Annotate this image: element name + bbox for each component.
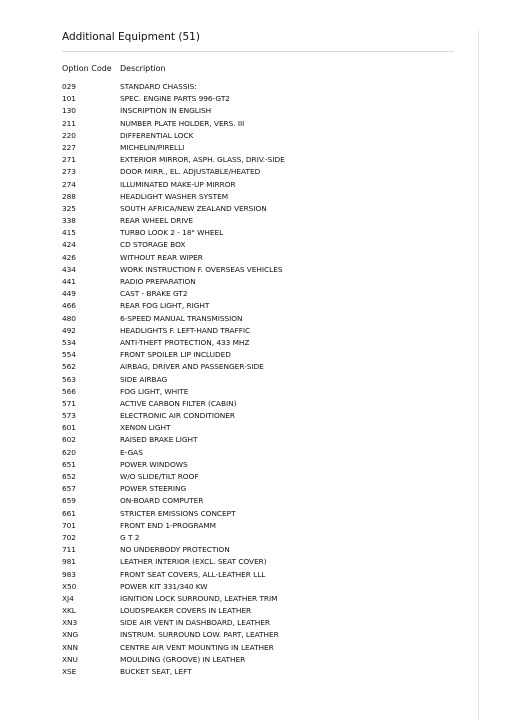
option-code: 566: [62, 386, 76, 396]
option-description: DOOR MIRR., EL. ADJUSTABLE/HEATED: [120, 167, 261, 177]
option-description: REAR FOG LIGHT, RIGHT: [120, 301, 210, 311]
table-row: [62, 642, 454, 654]
page-edge-divider: [478, 30, 479, 720]
option-description: FOG LIGHT, WHITE: [120, 386, 189, 396]
table-row: [62, 239, 454, 251]
table-row: [62, 471, 454, 483]
option-description: CAST - BRAKE GT2: [120, 289, 188, 299]
option-code: 601: [62, 423, 76, 433]
option-code: XKL: [62, 606, 76, 616]
option-code: 415: [62, 228, 76, 238]
option-code: 620: [62, 447, 76, 457]
option-code: 480: [62, 313, 76, 323]
option-description: ELECTRONIC AIR CONDITIONER: [120, 411, 235, 421]
option-description: POWER WINDOWS: [120, 459, 188, 469]
option-code: 651: [62, 459, 76, 469]
option-description: ILLUMINATED MAKE-UP MIRROR: [120, 179, 236, 189]
option-code: 424: [62, 240, 76, 250]
option-code: 573: [62, 411, 76, 421]
table-row: [62, 337, 454, 349]
option-code: 711: [62, 545, 76, 555]
table-row: [62, 142, 454, 154]
table-row: [62, 313, 454, 325]
table-row: [62, 361, 454, 373]
option-description: NUMBER PLATE HOLDER, VERS. III: [120, 118, 245, 128]
option-code: 227: [62, 142, 76, 152]
table-row: [62, 617, 454, 629]
option-description: STRICTER EMISSIONS CONCEPT: [120, 508, 236, 518]
option-description: XENON LIGHT: [120, 423, 171, 433]
option-description: INSTRUM. SURROUND LOW. PART, LEATHER: [120, 630, 279, 640]
table-row: [62, 447, 454, 459]
table-row: [62, 300, 454, 312]
option-description: SPEC. ENGINE PARTS 996-GT2: [120, 94, 230, 104]
option-code: 130: [62, 106, 76, 116]
table-row: [62, 422, 454, 434]
option-code: XN3: [62, 618, 78, 628]
table-row: [62, 544, 454, 556]
option-description: RAISED BRAKE LIGHT: [120, 435, 198, 445]
option-code: 288: [62, 191, 76, 201]
option-description: DIFFERENTIAL LOCK: [120, 130, 194, 140]
option-description: SIDE AIRBAG: [120, 374, 168, 384]
option-code: XJ4: [62, 593, 74, 603]
option-description: AIRBAG, DRIVER AND PASSENGER-SIDE: [120, 362, 264, 372]
table-row: [62, 483, 454, 495]
table-row: [62, 105, 454, 117]
option-description: REAR WHEEL DRIVE: [120, 216, 193, 226]
table-row: [62, 179, 454, 191]
table-row: [62, 130, 454, 142]
option-description: MOULDING (GROOVE) IN LEATHER: [120, 654, 246, 664]
option-description: CD STORAGE BOX: [120, 240, 186, 250]
option-description: WITHOUT REAR WIPER: [120, 252, 203, 262]
option-code: 441: [62, 277, 76, 286]
option-description: POWER KIT 331/340 KW: [120, 581, 208, 591]
table-row: [62, 410, 454, 422]
option-description: RADIO PREPARATION: [120, 277, 196, 286]
option-code: 983: [62, 569, 76, 579]
table-row: [62, 154, 454, 166]
option-description: FRONT END 1-PROGRAMM: [120, 520, 216, 530]
table-row: [62, 252, 454, 264]
option-description: ACTIVE CARBON FILTER (CABIN): [120, 398, 237, 408]
table-row: [62, 593, 454, 605]
option-code: 602: [62, 435, 76, 445]
option-description: NO UNDERBODY PROTECTION: [120, 545, 230, 555]
option-code: 701: [62, 520, 76, 530]
option-code: 220: [62, 130, 76, 140]
table-row: [62, 264, 454, 276]
option-code: XNG: [62, 630, 79, 640]
option-description: MICHELIN/PIRELLI: [120, 142, 185, 152]
table-row: [62, 605, 454, 617]
option-description: SOUTH AFRICA/NEW ZEALAND VERSION: [120, 203, 267, 213]
table-row: [62, 374, 454, 386]
table-row: [62, 276, 454, 288]
table-row: [62, 227, 454, 239]
option-code-header: Option Code: [62, 64, 112, 73]
table-row: [62, 166, 454, 178]
table-row: [62, 191, 454, 203]
option-description: IGNITION LOCK SURROUND, LEATHER TRIM: [120, 593, 278, 603]
option-code: 101: [62, 94, 76, 104]
table-row: [62, 386, 454, 398]
option-description: ANTI-THEFT PROTECTION, 433 MHZ: [120, 337, 250, 347]
option-code: 029: [62, 82, 76, 91]
table-row: [62, 569, 454, 581]
table-row: [62, 215, 454, 227]
table-row: [62, 495, 454, 507]
table-row: [62, 288, 454, 300]
option-description: INSCRIPTION IN ENGLISH: [120, 106, 212, 116]
option-code: 492: [62, 325, 76, 335]
option-description: HEADLIGHTS F. LEFT-HAND TRAFFIC: [120, 325, 251, 335]
option-code: 571: [62, 398, 76, 408]
option-description: 6-SPEED MANUAL TRANSMISSION: [120, 313, 243, 323]
option-description: CENTRE AIR VENT MOUNTING IN LEATHER: [120, 642, 274, 652]
option-description: TURBO LOOK 2 - 18" WHEEL: [120, 228, 224, 238]
option-code: 563: [62, 374, 76, 384]
option-code: 702: [62, 532, 76, 542]
table-row: [62, 459, 454, 471]
option-description: SIDE AIR VENT IN DASHBOARD, LEATHER: [120, 618, 270, 628]
table-row: [62, 581, 454, 593]
option-code: XNU: [62, 654, 78, 664]
table-row: [62, 654, 454, 666]
option-description: BUCKET SEAT, LEFT: [120, 667, 192, 676]
option-description: HEADLIGHT WASHER SYSTEM: [120, 191, 229, 201]
option-code: 274: [62, 179, 76, 189]
table-row: [62, 118, 454, 130]
option-code: 554: [62, 350, 76, 360]
table-row: [62, 629, 454, 641]
title-divider: [62, 51, 454, 52]
option-code: 211: [62, 118, 76, 128]
table-row: [62, 203, 454, 215]
option-description: LOUDSPEAKER COVERS IN LEATHER: [120, 606, 252, 616]
table-row: [62, 325, 454, 337]
option-code: 273: [62, 167, 76, 177]
option-code: 426: [62, 252, 76, 262]
option-description: EXTERIOR MIRROR, ASPH. GLASS, DRIV.-SIDE: [120, 155, 285, 165]
option-description: WORK INSTRUCTION F. OVERSEAS VEHICLES: [120, 264, 283, 274]
option-code: 338: [62, 216, 76, 226]
section-title: Additional Equipment (51): [62, 31, 200, 43]
table-row: [62, 81, 454, 93]
description-header: Description: [120, 64, 166, 73]
option-code: 657: [62, 484, 76, 494]
table-header: [62, 63, 454, 75]
option-code: 449: [62, 289, 76, 299]
table-row: [62, 508, 454, 520]
option-description: LEATHER INTERIOR (EXCL. SEAT COVER): [120, 557, 267, 567]
option-description: STANDARD CHASSIS:: [120, 82, 197, 91]
option-code: 652: [62, 472, 76, 481]
table-row: [62, 93, 454, 105]
additional-equipment-section: [62, 30, 454, 678]
option-description: W/O SLIDE/TILT ROOF: [120, 472, 199, 481]
option-code: 466: [62, 301, 76, 311]
option-code: 659: [62, 496, 76, 506]
table-row: [62, 434, 454, 446]
option-code: 562: [62, 362, 76, 372]
table-row: [62, 666, 454, 678]
option-description: FRONT SPOILER LIP INCLUDED: [120, 350, 231, 360]
option-code: 325: [62, 203, 76, 213]
option-description: POWER STEERING: [120, 484, 187, 494]
table-row: [62, 520, 454, 532]
option-code: 661: [62, 508, 76, 518]
option-code: 534: [62, 337, 76, 347]
table-row: [62, 532, 454, 544]
table-row: [62, 349, 454, 361]
option-description: ON-BOARD COMPUTER: [120, 496, 204, 506]
option-description: FRONT SEAT COVERS, ALL-LEATHER LLL: [120, 569, 266, 579]
table-row: [62, 556, 454, 568]
option-code: X50: [62, 581, 77, 591]
option-code: 981: [62, 557, 76, 567]
table-row: [62, 398, 454, 410]
option-code: XSE: [62, 667, 77, 676]
option-code: 434: [62, 264, 76, 274]
option-code: 271: [62, 155, 76, 165]
option-code: XNN: [62, 642, 78, 652]
option-description: E-GAS: [120, 447, 143, 457]
option-description: G T 2: [120, 532, 140, 542]
equipment-list: [62, 81, 454, 678]
